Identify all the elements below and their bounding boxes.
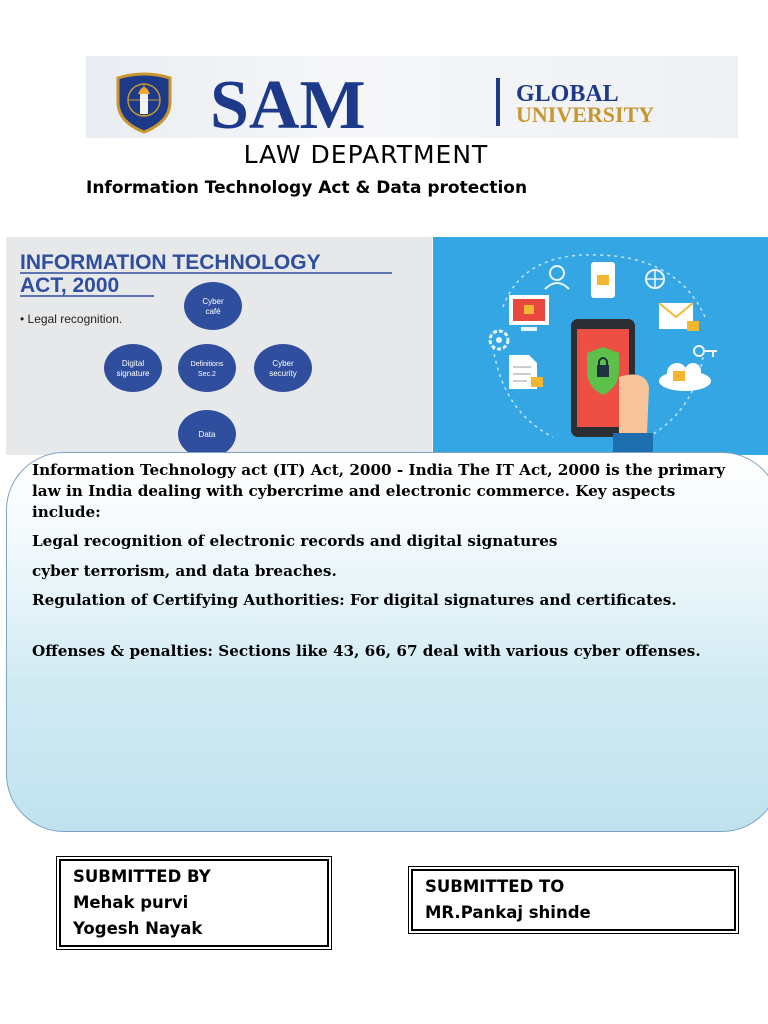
globe-icon	[646, 270, 664, 288]
svg-text:café: café	[205, 307, 221, 316]
node-definitions	[178, 344, 236, 392]
logo-divider	[496, 78, 500, 126]
submitted-by-box	[59, 859, 329, 947]
intro-paragraph: Information Technology act (IT) Act, 2000 - India The IT Act, 2000 is the primary law in India dealing with cybercrime and electronic commerce. Key aspects include:	[32, 461, 726, 521]
svg-text:Digital: Digital	[121, 359, 145, 368]
submitter-name-2: Yogesh Nayak	[73, 919, 203, 938]
node-cyber-cafe	[184, 282, 242, 330]
document-lock-icon	[509, 355, 543, 389]
submitted-to-heading: SUBMITTED TO	[425, 877, 565, 896]
logo-global-text: GLOBAL	[516, 81, 619, 107]
logo-sam-text: SAM	[210, 67, 366, 138]
mobile-lock-icon	[591, 262, 615, 298]
user-lock-icon	[545, 266, 569, 289]
svg-text:Sec.2: Sec.2	[198, 371, 216, 378]
shield-emblem-icon	[118, 74, 170, 132]
point-legal-recognition: Legal recognition of electronic records and digital signatures	[32, 532, 558, 550]
diagram-title-line1: INFORMATION TECHNOLOGY	[20, 251, 321, 274]
submitter-name-1: Mehak purvi	[73, 893, 189, 912]
key-icon	[694, 346, 717, 357]
svg-text:Definitions: Definitions	[190, 361, 224, 368]
page-subtitle: Information Technology Act & Data protection	[86, 178, 528, 198]
node-digital-signature	[104, 344, 162, 392]
node-cyber-security	[254, 344, 312, 392]
smartphone-shield-icon	[571, 319, 653, 455]
point-offenses-penalties: Offenses & penalties: Sections like 43, 66, 67 deal with various cyber offenses.	[32, 642, 701, 660]
node-data	[178, 410, 236, 455]
svg-text:security: security	[269, 369, 297, 378]
university-logo-banner	[86, 56, 738, 138]
it-act-diagram-image	[6, 237, 432, 455]
diagram-bullet: • Legal recognition.	[20, 312, 123, 326]
cyber-security-illustration	[433, 237, 768, 455]
cloud-lock-icon	[659, 363, 711, 391]
logo-university-text: UNIVERSITY	[516, 102, 655, 127]
svg-text:signature: signature	[116, 369, 150, 378]
submitted-to-box	[411, 869, 736, 931]
email-lock-icon	[659, 303, 699, 331]
gear-icon	[490, 331, 508, 349]
supervisor-name: MR.Pankaj shinde	[425, 903, 591, 922]
point-certifying-authorities: Regulation of Certifying Authorities: For digital signatures and certificates.	[32, 591, 677, 609]
page-title: LAW DEPARTMENT	[243, 140, 489, 169]
submitted-by-heading: SUBMITTED BY	[73, 867, 211, 886]
svg-text:Data: Data	[198, 430, 216, 439]
svg-text:Cyber: Cyber	[272, 359, 294, 368]
monitor-lock-icon	[509, 295, 549, 331]
point-cyber-terrorism: cyber terrorism, and data breaches.	[32, 562, 337, 580]
svg-text:Cyber: Cyber	[202, 297, 224, 306]
diagram-title-line2: ACT, 2000	[20, 274, 120, 297]
